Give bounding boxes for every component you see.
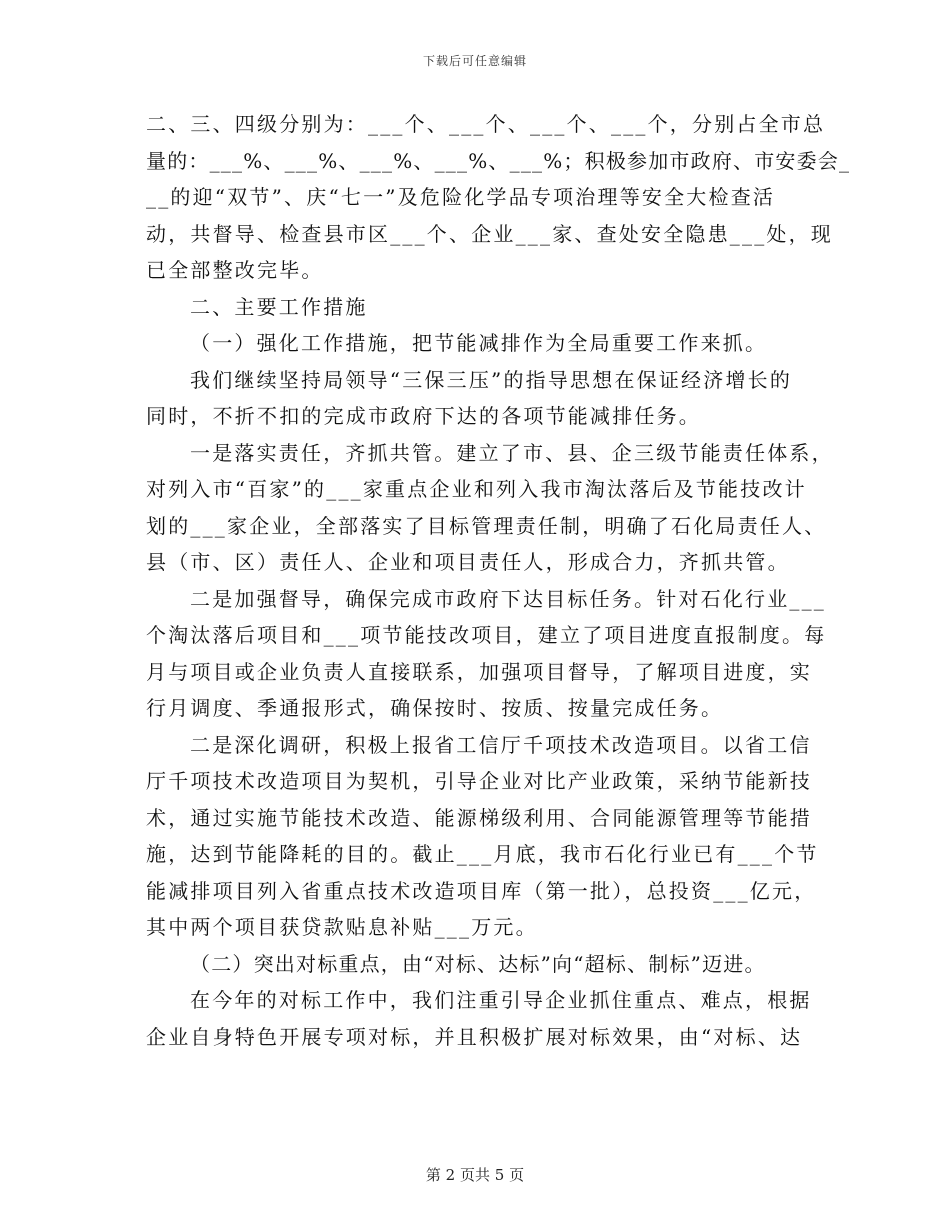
text-line: 行月调度、季通报形式，确保按时、按质、按量完成任务。: [146, 696, 724, 720]
text-line: 个淘汰落后项目和___项节能技改项目，建立了项目进度直报制度。每: [146, 623, 827, 647]
text-line: 月与项目或企业负责人直接联系，加强项目督导，了解项目进度，实: [146, 659, 812, 684]
text-line: __的迎“双节”、庆“七一”及危险化学品专项治理等安全大检查活: [146, 185, 776, 209]
text-line: 动，共督导、检查县市区___个、企业___家、查处安全隐患___处，现: [146, 221, 833, 246]
text-line: 划的___家企业，全部落实了目标管理责任制，明确了石化局责任人、: [146, 513, 827, 538]
text-line: 能减排项目列入省重点技术改造项目库（第一批），总投资___亿元，: [146, 878, 817, 903]
text-line: 县（市、区）责任人、企业和项目责任人，形成合力，齐抓共管。: [146, 550, 790, 574]
subsection-heading: （一）强化工作措施，把节能减排作为全局重要工作来抓。: [190, 331, 768, 355]
text-line: 其中两个项目获贷款贴息补贴___万元。: [146, 915, 538, 939]
text-line: 施，达到节能降耗的目的。截止___月底，我市石化行业已有___个节: [146, 842, 819, 866]
text-line: 术，通过实施节能技术改造、能源梯级利用、合同能源管理等节能措: [146, 805, 812, 830]
text-line: 已全部整改完毕。: [146, 258, 324, 282]
section-heading: 二、主要工作措施: [190, 294, 368, 319]
text-line: 在今年的对标工作中，我们注重引导企业抓住重点、难点，根据: [190, 988, 812, 1012]
text-line: 厅千项技术改造项目为契机，引导企业对比产业政策，采纳节能新技: [146, 769, 812, 793]
page-footer: 第 2 页共 5 页: [425, 1166, 525, 1184]
subsection-heading: （二）突出对标重点，由“对标、达标”向“超标、制标”迈进。: [190, 951, 766, 976]
document-body: [146, 106, 851, 1055]
text-line: 二、三、四级分别为：___个、___个、___个、___个，分别占全市总: [146, 112, 826, 136]
text-line: 二是加强督导，确保完成市政府下达目标任务。针对石化行业___: [190, 586, 826, 611]
text-line: 同时，不折不扣的完成市政府下达的各项节能减排任务。: [146, 404, 701, 428]
text-line: 对列入市“百家”的___家重点企业和列入我市淘汰落后及节能技改计: [146, 477, 807, 501]
text-line: 我们继续坚持局领导“三保三压”的指导思想在保证经济增长的: [190, 367, 793, 392]
text-line: 二是深化调研，积极上报省工信厅千项技术改造项目。以省工信: [190, 732, 812, 757]
text-line: 一是落实责任，齐抓共管。建立了市、县、企三级节能责任体系，: [190, 440, 834, 465]
text-line: 量的：___%、___%、___%、___%、___%；积极参加市政府、市安委会_: [146, 148, 851, 173]
text-line: 企业自身特色开展专项对标，并且积极扩展对标效果，由“对标、达: [146, 1024, 803, 1049]
page-header: 下载后可任意编辑: [422, 54, 527, 68]
